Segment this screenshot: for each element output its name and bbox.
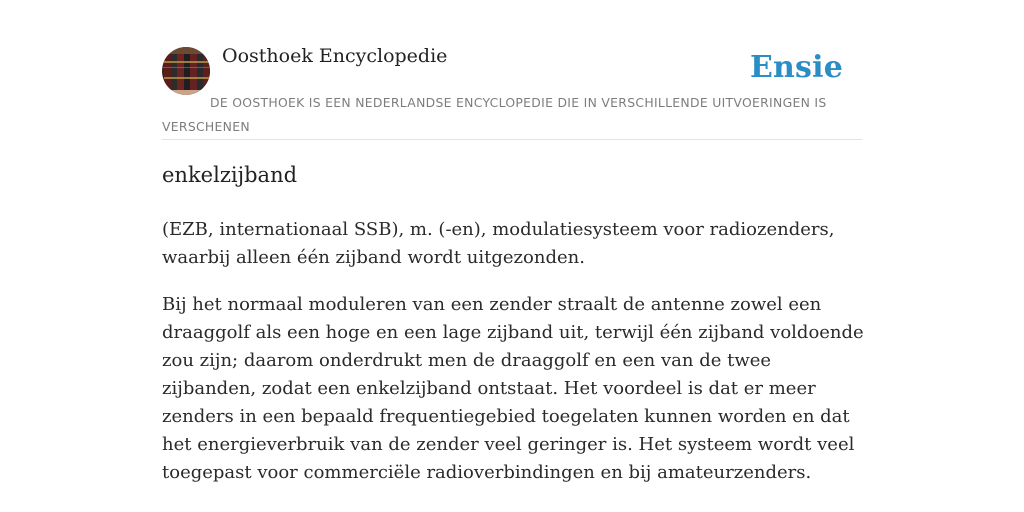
entry-paragraph: Bij het normaal moduleren van een zender straalt de antenne zowel een draaggolf als een hoge en een lage zijband uit, terwijl één zijband voldoende zou zijn; daarom onderdrukt men de draaggolf en een van de twee zijbanden, zodat een enkelzijband ontstaat. Het voordeel is dat er meer zenders in een bepaald frequentiegebied toegelaten kunnen worden en dat het energieverbruik van de zender veel geringer is. Het systeem wordt veel toegepast voor commerciële radioverbindingen en bij amateurzenders.	[162, 294, 864, 483]
encyclopedia-books-icon[interactable]	[162, 47, 210, 95]
divider	[162, 139, 862, 140]
site-tagline: DE OOSTHOEK IS EEN NEDERLANDSE ENCYCLOPEDIE DIE IN VERSCHILLENDE UITVOERINGEN IS VERSCHENEN	[162, 95, 827, 134]
site-title[interactable]: Oosthoek Encyclopedie	[222, 45, 448, 67]
entry-title: enkelzijband	[162, 163, 298, 187]
entry-paragraph: (EZB, internationaal SSB), m. (-en), modulatiesysteem voor radiozenders, waarbij alleen één zijband wordt uitgezonden.	[162, 219, 835, 268]
brand-logo[interactable]: Ensie	[749, 50, 843, 85]
